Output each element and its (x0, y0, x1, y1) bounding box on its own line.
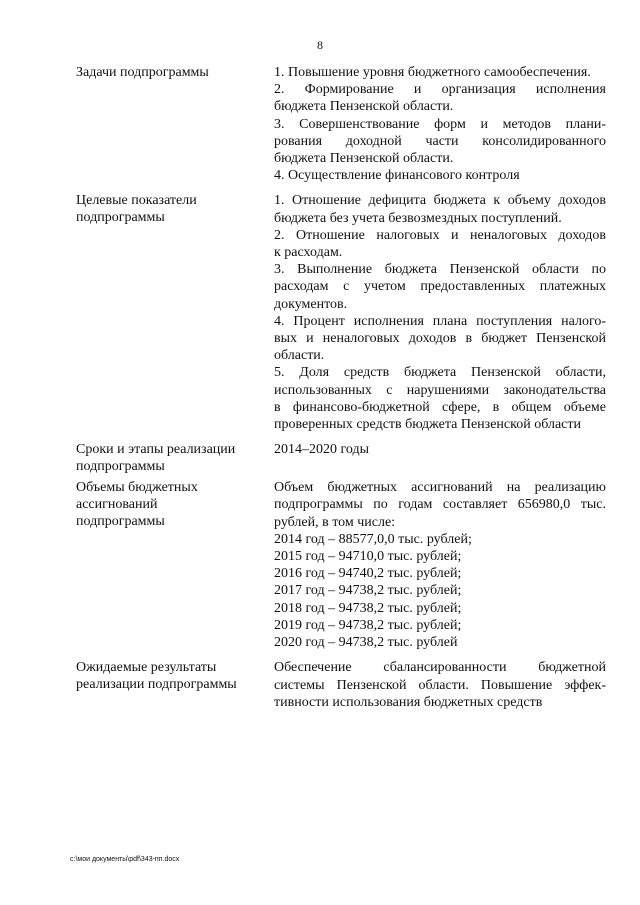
value-line: 1. Отношение дефицита бюджета к объему доходов (274, 193, 606, 209)
label-line: Целевые показатели (76, 193, 197, 209)
row-target-indicators (76, 192, 606, 433)
row-terms-stages (76, 441, 606, 475)
value-line: 3. Совершенствование форм и методов плани- (274, 116, 606, 132)
label-line: подпрограммы (76, 210, 165, 226)
row-value (274, 659, 606, 711)
label-line: Задачи подпрограммы (76, 65, 209, 80)
value-line: 2014–2020 годы (274, 442, 370, 458)
value-line: 4. Процент исполнения плана поступления налого- (274, 313, 606, 329)
value-line: документов. (274, 296, 348, 312)
row-budget-allocations (76, 479, 606, 651)
value-line: 2017 год – 94738,2 тыс. рублей; (274, 583, 462, 599)
subprogram-passport-table (76, 64, 606, 711)
value-line: в финансово-бюджетной сфере, в общем объеме (274, 399, 606, 415)
file-path-footer: c:\мои документы\pdf\343-пп.docx (70, 856, 180, 863)
label-line: подпрограммы (76, 514, 165, 530)
label-line: реализации подпрограммы (76, 677, 237, 693)
value-line: 2019 год – 94738,2 тыс. рублей; (274, 617, 462, 633)
row-value (274, 192, 606, 433)
value-line: проверенных средств бюджета Пензенской области (274, 417, 581, 433)
value-line: рублей, в том числе: (274, 514, 396, 530)
row-label (76, 479, 274, 530)
value-line: 2. Формирование и организация исполнения (274, 82, 606, 98)
value-line: 4. Осуществление финансового контроля (274, 168, 520, 184)
row-value (274, 479, 606, 651)
value-line: Обеспечение сбалансированности бюджетной (274, 660, 606, 676)
value-line: использованных с нарушениями законодательства (274, 382, 606, 398)
value-line: бюджета без учета безвозмездных поступлений. (274, 210, 562, 226)
label-line: Сроки и этапы реализации (76, 442, 236, 458)
value-line: расходам с учетом предоставленных платежных (274, 279, 606, 295)
row-label (76, 64, 274, 81)
value-line: 2015 год – 94710,0 тыс. рублей; (274, 549, 462, 565)
value-line: тивности использования бюджетных средств (274, 694, 543, 710)
value-line: 2016 год – 94740,2 тыс. рублей; (274, 566, 462, 582)
value-line: Объем бюджетных ассигнований на реализацию (274, 480, 606, 496)
row-label (76, 192, 274, 226)
value-line: 1. Повышение уровня бюджетного самообеспечения. (274, 65, 591, 80)
value-line: 2014 год – 88577,0,0 тыс. рублей; (274, 531, 472, 547)
value-line: 2018 год – 94738,2 тыс. рублей; (274, 600, 462, 616)
value-line: рования доходной части консолидированного (274, 133, 606, 149)
value-line: бюджета Пензенской области. (274, 151, 454, 167)
value-line: бюджета Пензенской области. (274, 99, 454, 115)
value-line: 3. Выполнение бюджета Пензенской области по (274, 262, 606, 278)
label-line: подпрограммы (76, 459, 165, 475)
row-value (274, 441, 606, 458)
row-label (76, 441, 274, 475)
label-line: Объемы бюджетных (76, 480, 198, 496)
label-line: Ожидаемые результаты (76, 660, 217, 676)
value-line: 2020 год – 94738,2 тыс. рублей (274, 635, 458, 651)
row-expected-results (76, 659, 606, 711)
value-line: 5. Доля средств бюджета Пензенской области, (274, 365, 606, 381)
value-line: к расходам. (274, 245, 343, 261)
row-label (76, 659, 274, 693)
row-value (274, 64, 606, 184)
page-number: 8 (317, 38, 323, 52)
value-line: подпрограммы по годам составляет 656980,0 тыс. (274, 497, 606, 513)
row-tasks (76, 64, 606, 184)
label-line: ассигнований (76, 497, 158, 513)
value-line: 2. Отношение налоговых и неналоговых доходов (274, 227, 606, 243)
value-line: системы Пензенской области. Повышение эффек- (274, 677, 606, 693)
value-line: области. (274, 348, 325, 364)
value-line: вых и неналоговых доходов в бюджет Пензенской (274, 331, 606, 347)
